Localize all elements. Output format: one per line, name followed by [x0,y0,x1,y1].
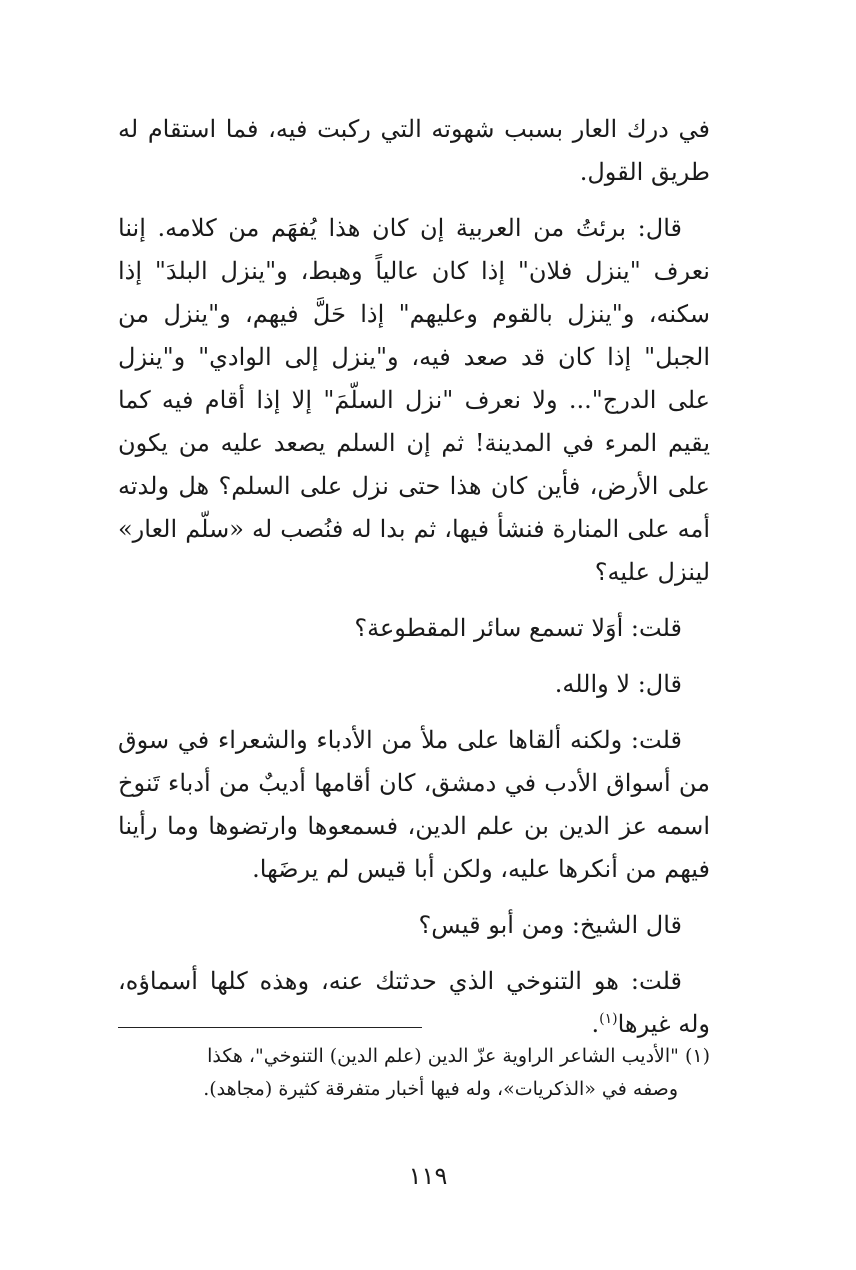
paragraph-4: قال: لا والله. [554,670,682,698]
footnote-text-1: "الأديب الشاعر الراوية عزّ الدين (علم الدين) التنوخي"، هكذا [207,1045,679,1067]
page-body [118,108,710,1059]
footnote [118,1040,710,1106]
paragraph-7 [118,960,710,1046]
footnote-divider [118,1027,422,1028]
paragraph-1: في درك العار بسبب شهوته التي ركبت فيه، فما استقام له طريق القول. [118,115,710,186]
paragraph-3: قلت: أوَلا تسمع سائر المقطوعة؟ [354,614,682,642]
page-number: ١١٩ [408,1162,448,1190]
paragraph-2: قال: برئتُ من العربية إن كان هذا يُفهَم من كلامه. إننا نعرف "ينزل فلان" إذا كان عالياً وهبط، و"ينزل البلدَ" إذا سكنه، و"ينزل بالقوم وعليهم" إذا حَلَّ فيهم، و"ينزل من الجبل" إذا كان قد صعد فيه، و"ينزل إلى الوادي" و"ينزل على الدرج"... ولا نعرف "نزل السلّمَ" إلا إذا أقام فيه كما يقيم المرء في المدينة! ثم إن السلم يصعد عليه من يكون على الأرض، فأين كان هذا حتى نزل على السلم؟ هل ولدته أمه على المنارة فنشأ فيها، ثم بدا له فنُصب له «سلّم العار» لينزل عليه؟ [118,214,711,586]
paragraph-6: قال الشيخ: ومن أبو قيس؟ [418,911,682,939]
footnote-line-1 [118,1040,710,1073]
paragraph-7-end: . [591,1010,600,1038]
footnote-marker: (١) [684,1045,710,1067]
footnote-line-2: وصفه في «الذكريات»، وله فيها أخبار متفرقة كثيرة (مجاهد). [203,1078,678,1100]
paragraph-5: قلت: ولكنه ألقاها على ملأ من الأدباء والشعراء في سوق من أسواق الأدب في دمشق، كان أقامها أديبٌ من أدباء تَنوخ اسمه عز الدين بن علم الدين، فسمعوها وارتضوها وما رأينا فيهم من أنكرها عليه، ولكن أبا قيس لم يرضَها. [118,726,710,883]
footnote-reference[interactable]: (١) [599,1011,618,1027]
paragraph-7-text: قلت: هو التنوخي الذي حدثتك عنه، وهذه كلها أسماؤه، وله غيرها [118,967,710,1038]
